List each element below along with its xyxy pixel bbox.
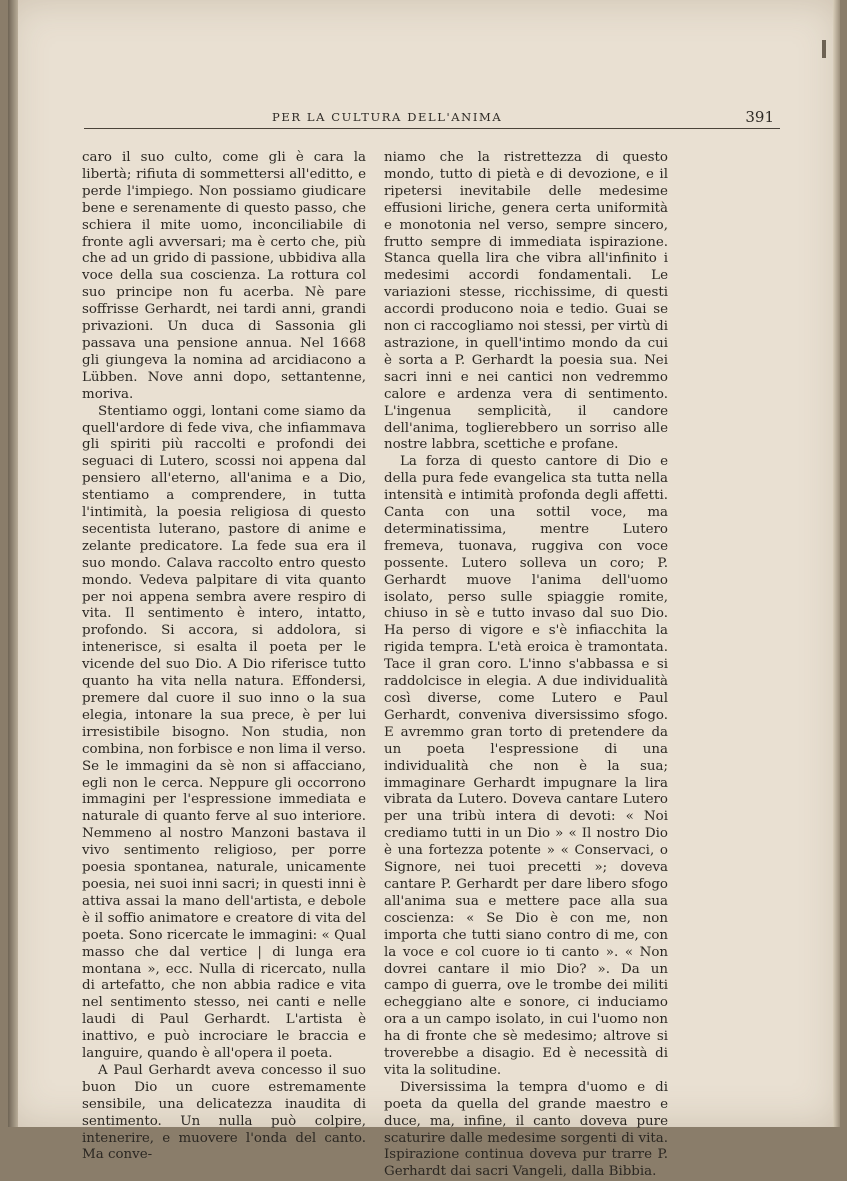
paragraph: Diversissima la tempra d'uomo e di poeta da quella del grande maestro e duce, ma, infine, il canto doveva pure scaturire dalle medesime sorgenti di vita. Ispirazione continua doveva pur trarre P. Gerhardt dai sacri Vangeli, dalla Bibbia. bbox=[384, 1079, 668, 1180]
page-number: 391 bbox=[745, 108, 774, 126]
paragraph: A Paul Gerhardt aveva concesso il suo buon Dio un cuore estremamente sensibile, una delicatezza inaudita di sentimento. Un nulla può colpire, intenerire, e muovere l'onda del canto. Ma conve- bbox=[82, 1062, 366, 1163]
book-spine bbox=[8, 0, 18, 1127]
paragraph: La forza di questo cantore di Dio e della pura fede evangelica sta tutta nella intensità e intimità profonda degli affetti. Canta con una sottil voce, ma determinatissima, mentre Lutero fremeva, tuonava, ruggiva con voce possente. Lutero solleva un coro; P. Gerhardt muove l'anima dell'uomo isolato, perso sulle spiaggie romite, chiuso in sè e tutto invaso dal suo Dio. Ha perso di vigore e s'è infiacchita la rigida tempra. L'età eroica è tramontata. Tace il gran coro. L'inno s'abbassa e si raddolcisce in elegia. A due individualità così diverse, come Lutero e Paul Gerhardt, conveniva diversissimo sfogo. E avremmo gran torto di pretendere da un poeta l'espressione di una individualità che non è la sua; immaginare Gerhardt impugnare la lira vibrata da Lutero. Doveva cantare Lutero per una tribù intera di devoti: « Noi crediamo tutti in un Dio » « Il nostro Dio è una fortezza potente » « Conservaci, o Signore, nei tuoi precetti »; doveva cantare P. Gerhardt per dare libero sfogo all'anima sua e mettere pace alla sua coscienza: « Se Dio è con me, non importa che tutti siano contro di me, con la voce e col cuore io ti canto ». « Non dovrei cantare il mio Dio? ». Da un campo di guerra, ove le trombe dei militi echeggiano alte e sonore, ci induciamo ora a un campo isolato, in cui l'uomo non ha di fronte che sè medesimo; altrove si troverebbe a disagio. Ed è necessità di vita la solitudine. bbox=[384, 454, 668, 1078]
page-header bbox=[76, 108, 782, 130]
text-column-right bbox=[384, 150, 668, 1181]
page-edge bbox=[833, 0, 840, 1127]
running-head: PER LA CULTURA DELL'ANIMA bbox=[272, 110, 503, 124]
paragraph: caro il suo culto, come gli è cara la libertà; rifiuta di sommettersi all'editto, e perde l'impiego. Non possiamo giudicare bene e serenamente di questo passo, che schiera il mite uomo, inconciliabile di fronte agli avversari; ma è certo che, più che ad un grido di passione, ubbidiva alla voce della sua coscienza. La rottura col suo principe non fu acerba. Nè pare soffrisse Gerhardt, nei tardi anni, grandi privazioni. Un duca di Sassonia gli passava una pensione annua. Nel 1668 gli giungeva la nomina ad arcidiacono a Lübben. Nove anni dopo, settantenne, moriva. bbox=[82, 150, 366, 402]
header-rule bbox=[84, 128, 780, 129]
paragraph: Stentiamo oggi, lontani come siamo da quell'ardore di fede viva, che infiammava gli spiriti più raccolti e profondi dei seguaci di Lutero, scossi noi appena dal pensiero all'eterno, all'anima e a Dio, stentiamo a comprendere, in tutta l'intimità, la poesia religiosa di questo secentista luterano, pastore di anime e zelante predicatore. La fede sua era il suo mondo. Calava raccolto entro questo mondo. Vedeva palpitare di vita quanto per noi appena sembra avere respiro di vita. Il sentimento è intero, intatto, profondo. Si accora, si addolora, si intenerisce, si esalta il poeta per le vicende del suo Dio. A Dio riferisce tutto quanto ha vita nella natura. Effondersi, premere dal cuore il suo inno o la sua elegia, intonare la sua prece, è per lui irresistibile bisogno. Non studia, non combina, non forbisce e non lima il verso. Se le immagini da sè non si affacciano, egli non le cerca. Neppure gli occorrono immagini per l'espressione immediata e naturale di quanto ferve al suo interiore. Nemmeno al nostro Manzoni bastava il vivo sentimento religioso, per porre poesia spontanea, naturale, unicamente poesia, nei suoi inni sacri; in questi inni è attiva assai la mano dell'artista, e debole è il soffio animatore e creatore di vita del poeta. Sono ricercate le immagini: « Qual masso che dal vertice | di lunga era montana », ecc. Nulla di ricercato, nulla di artefatto, che non abbia radice e vita nel sentimento stesso, nei canti e nelle laudi di Paul Gerhardt. L'artista è inattivo, e può incrociare le braccia e languire, quando è all'opera il poeta. bbox=[82, 403, 366, 1062]
paragraph: niamo che la ristrettezza di questo mondo, tutto di pietà e di devozione, e il ripetersi inevitabile delle medesime effusioni liriche, genera certa uniformità e monotonia nel verso, sempre sincero, frutto sempre di immediata ispirazione. Stanca quella lira che vibra all'infinito i medesimi accordi fondamentali. Le variazioni stesse, ricchissime, di questi accordi producono noia e tedio. Guai se non ci raccogliamo noi stessi, per virtù di astrazione, in quell'intimo mondo da cui è sorta a P. Gerhardt la poesia sua. Nei sacri inni e nei cantici non vedremmo calore e ardenza vera di sentimento. L'ingenua semplicità, il candore dell'anima, toglierebbero un sorriso alle nostre labbra, scettiche e profane. bbox=[384, 150, 668, 453]
text-column-left bbox=[82, 150, 366, 1164]
page-corner-mark bbox=[822, 40, 826, 58]
